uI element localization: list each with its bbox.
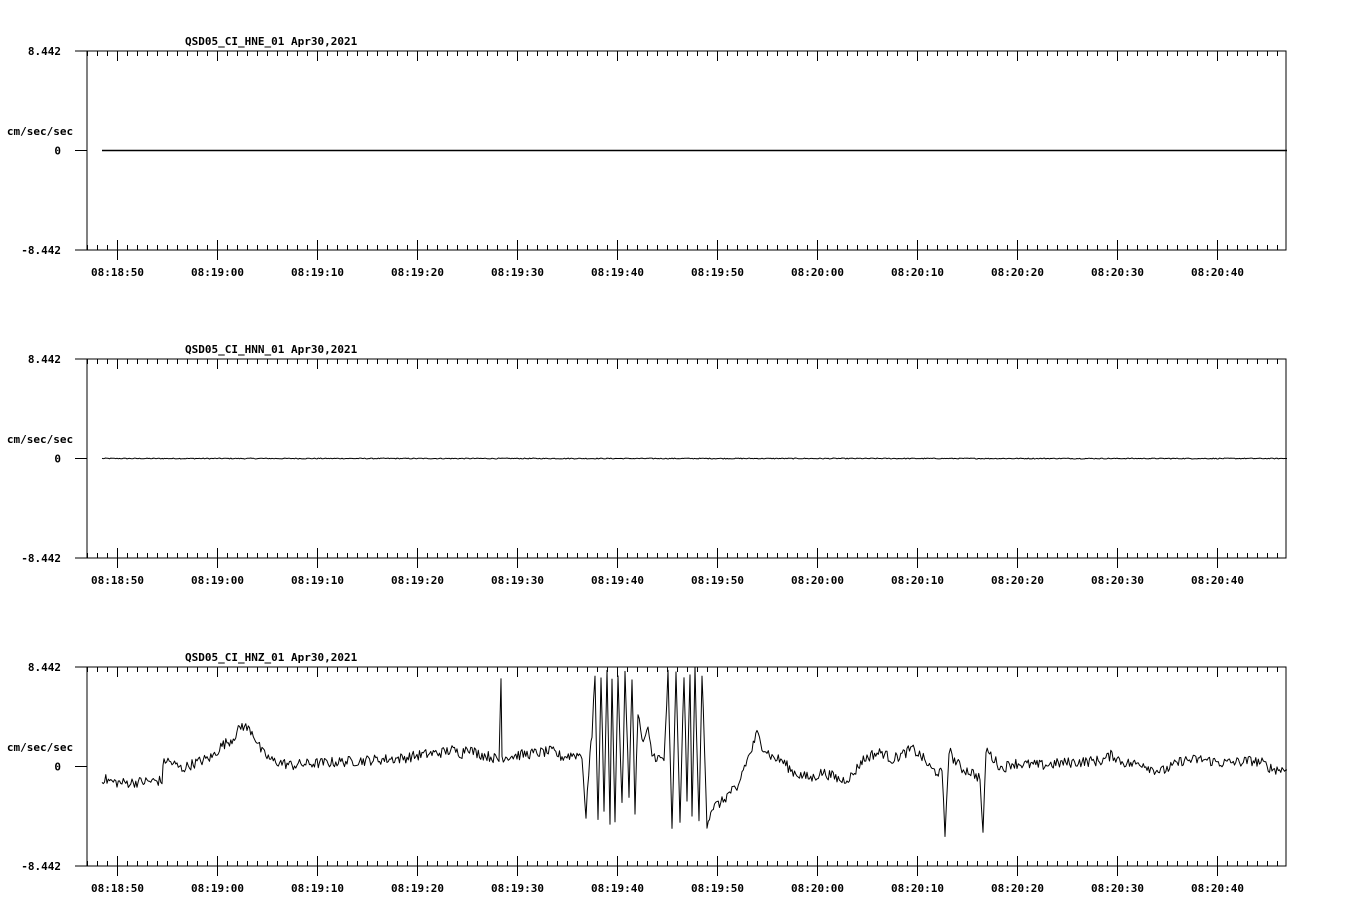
x-tick-label: 08:18:50 [91,266,144,279]
x-tick-label: 08:18:50 [91,574,144,587]
seismogram-panel-1 [7,35,1287,279]
x-tick-label: 08:20:30 [1091,266,1144,279]
x-tick-label: 08:20:30 [1091,882,1144,895]
x-tick-label: 08:20:00 [791,882,844,895]
x-tick-label: 08:19:50 [691,574,744,587]
y-tick-label: 0 [54,760,61,774]
x-tick-label: 08:20:20 [991,574,1044,587]
x-tick-label: 08:20:00 [791,574,844,587]
x-tick-label: 08:19:20 [391,574,444,587]
waveform-trace-1 [102,667,1287,837]
x-tick-label: 08:20:20 [991,882,1044,895]
x-tick-label: 08:19:50 [691,266,744,279]
y-tick-label: 8.442 [27,661,61,674]
x-tick-label: 08:19:10 [291,574,344,587]
y-axis-label: cm/sec/sec [6,125,74,138]
x-tick-label: 08:19:40 [591,574,644,587]
y-axis-label: cm/sec/sec [6,741,74,754]
y-tick-label: 0 [54,144,61,158]
x-tick-label: 08:20:00 [791,266,844,279]
seismogram-panel-2 [7,343,1287,587]
waveform-trace-1 [102,458,1287,459]
x-tick-label: 08:19:00 [191,574,244,587]
x-tick-label: 08:19:20 [391,882,444,895]
x-tick-label: 08:20:10 [891,574,944,587]
x-tick-label: 08:20:10 [891,882,944,895]
y-tick-label: 8.442 [27,45,61,58]
x-tick-label: 08:20:30 [1091,574,1144,587]
x-tick-label: 08:19:10 [291,882,344,895]
y-tick-label: -8.442 [21,860,61,873]
x-tick-label: 08:19:20 [391,266,444,279]
y-axis-label: cm/sec/sec [6,433,74,446]
x-tick-label: 08:19:00 [191,882,244,895]
x-tick-label: 08:20:10 [891,266,944,279]
x-tick-label: 08:19:10 [291,266,344,279]
chart-title: QSD05_CI_HNN_01 Apr30,2021 [185,343,358,356]
y-tick-label: 8.442 [27,353,61,366]
chart-title: QSD05_CI_HNZ_01 Apr30,2021 [185,651,358,664]
x-tick-label: 08:19:40 [591,882,644,895]
x-tick-label: 08:20:40 [1191,882,1244,895]
y-tick-label: -8.442 [21,552,61,565]
x-tick-label: 08:20:40 [1191,266,1244,279]
x-tick-label: 08:19:30 [491,574,544,587]
x-tick-label: 08:19:00 [191,266,244,279]
x-tick-label: 08:20:20 [991,266,1044,279]
x-tick-label: 08:20:40 [1191,574,1244,587]
x-tick-label: 08:19:40 [591,266,644,279]
x-tick-label: 08:19:30 [491,882,544,895]
chart-title: QSD05_CI_HNE_01 Apr30,2021 [185,35,358,48]
y-tick-label: -8.442 [21,244,61,257]
x-tick-label: 08:19:50 [691,882,744,895]
x-tick-label: 08:19:30 [491,266,544,279]
y-tick-label: 0 [54,452,61,466]
x-tick-label: 08:18:50 [91,882,144,895]
seismogram-panel-3 [7,651,1287,895]
